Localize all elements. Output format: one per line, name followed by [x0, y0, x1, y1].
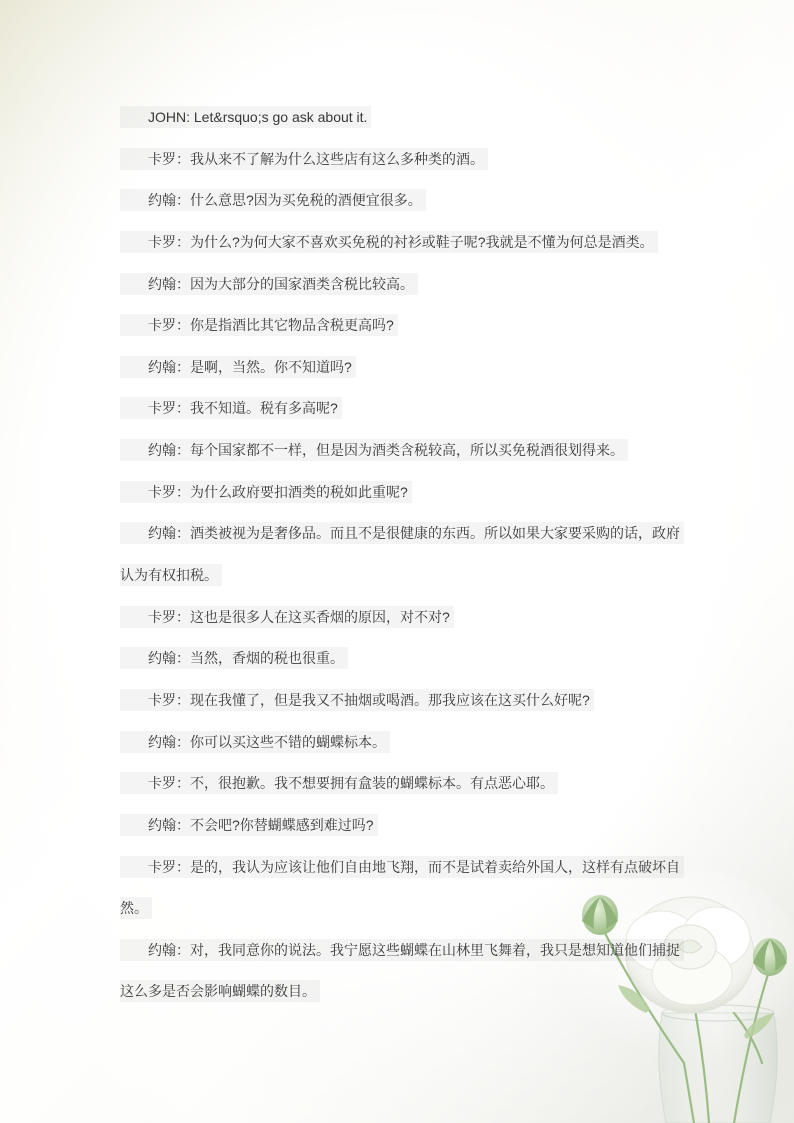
- dialogue-paragraph: [120, 263, 700, 305]
- dialogue-line: [120, 804, 700, 846]
- line-text: 约翰：不会吧?你替蝴蝶感到难过吗?: [120, 814, 378, 836]
- dialogue-line-continuation: [120, 887, 700, 929]
- line-text: 约翰：当然，香烟的税也很重。: [120, 647, 348, 669]
- dialogue-line: [120, 387, 700, 429]
- line-text: 约翰：什么意思?因为买免税的酒便宜很多。: [120, 189, 426, 211]
- dialogue-line: [120, 596, 700, 638]
- dialogue-paragraph: [120, 429, 700, 471]
- dialogue-paragraph: [120, 221, 700, 263]
- line-text: 卡罗：你是指酒比其它物品含税更高吗?: [120, 314, 398, 336]
- dialogue-paragraph: [120, 138, 700, 180]
- line-text: 卡罗：不，很抱歉。我不想要拥有盒装的蝴蝶标本。有点恶心耶。: [120, 772, 558, 794]
- dialogue-paragraph: [120, 512, 700, 595]
- dialogue-line: [120, 221, 700, 263]
- dialogue-line: [120, 721, 700, 763]
- line-text: 卡罗：为什么?为何大家不喜欢买免税的衬衫或鞋子呢?我就是不懂为何总是酒类。: [120, 231, 658, 253]
- dialogue-line: [120, 96, 700, 138]
- line-text: 认为有权扣税。: [120, 564, 222, 586]
- dialogue-paragraph: [120, 96, 700, 138]
- line-text: 卡罗：我从来不了解为什么这些店有这么多种类的酒。: [120, 148, 488, 170]
- dialogue-paragraph: [120, 179, 700, 221]
- line-text: 约翰：是啊，当然。你不知道吗?: [120, 356, 356, 378]
- dialogue-paragraph: [120, 846, 700, 929]
- dialogue-paragraph: [120, 637, 700, 679]
- dialogue-line: [120, 679, 700, 721]
- dialogue-line-continuation: [120, 554, 700, 596]
- dialogue-body: [120, 96, 700, 1012]
- line-text: 卡罗：现在我懂了，但是我又不抽烟或喝酒。那我应该在这买什么好呢?: [120, 689, 594, 711]
- dialogue-paragraph: [120, 304, 700, 346]
- dialogue-paragraph: [120, 804, 700, 846]
- line-text: JOHN: Let&rsquo;s go ask about it.: [120, 106, 371, 128]
- dialogue-paragraph: [120, 596, 700, 638]
- dialogue-line-continuation: [120, 970, 700, 1012]
- dialogue-line: [120, 346, 700, 388]
- line-text: 约翰：你可以买这些不错的蝴蝶标本。: [120, 731, 390, 753]
- dialogue-paragraph: [120, 929, 700, 1012]
- dialogue-line: [120, 263, 700, 305]
- dialogue-paragraph: [120, 679, 700, 721]
- dialogue-line: [120, 429, 700, 471]
- dialogue-paragraph: [120, 346, 700, 388]
- dialogue-line: [120, 138, 700, 180]
- line-text: 然。: [120, 897, 152, 919]
- dialogue-paragraph: [120, 387, 700, 429]
- dialogue-paragraph: [120, 471, 700, 513]
- dialogue-line: [120, 512, 700, 554]
- dialogue-line: [120, 304, 700, 346]
- bud-icon: [753, 938, 787, 976]
- line-text: 卡罗：是的，我认为应该让他们自由地飞翔，而不是试着卖给外国人，这样有点破坏自: [120, 856, 684, 878]
- dialogue-line: [120, 762, 700, 804]
- line-text: 这么多是否会影响蝴蝶的数目。: [120, 980, 320, 1002]
- dialogue-paragraph: [120, 721, 700, 763]
- line-text: 约翰：每个国家都不一样，但是因为酒类含税较高，所以买免税酒很划得来。: [120, 439, 628, 461]
- line-text: 卡罗：我不知道。税有多高呢?: [120, 397, 342, 419]
- line-text: 卡罗：为什么政府要扣酒类的税如此重呢?: [120, 481, 412, 503]
- dialogue-line: [120, 929, 700, 971]
- line-text: 约翰：酒类被视为是奢侈品。而且不是很健康的东西。所以如果大家要采购的话，政府: [120, 522, 684, 544]
- line-text: 约翰：对，我同意你的说法。我宁愿这些蝴蝶在山林里飞舞着，我只是想知道他们捕捉: [120, 939, 684, 961]
- dialogue-line: [120, 637, 700, 679]
- dialogue-paragraph: [120, 762, 700, 804]
- dialogue-line: [120, 471, 700, 513]
- line-text: 约翰：因为大部分的国家酒类含税比较高。: [120, 273, 418, 295]
- dialogue-line: [120, 179, 700, 221]
- dialogue-line: [120, 846, 700, 888]
- line-text: 卡罗：这也是很多人在这买香烟的原因，对不对?: [120, 606, 454, 628]
